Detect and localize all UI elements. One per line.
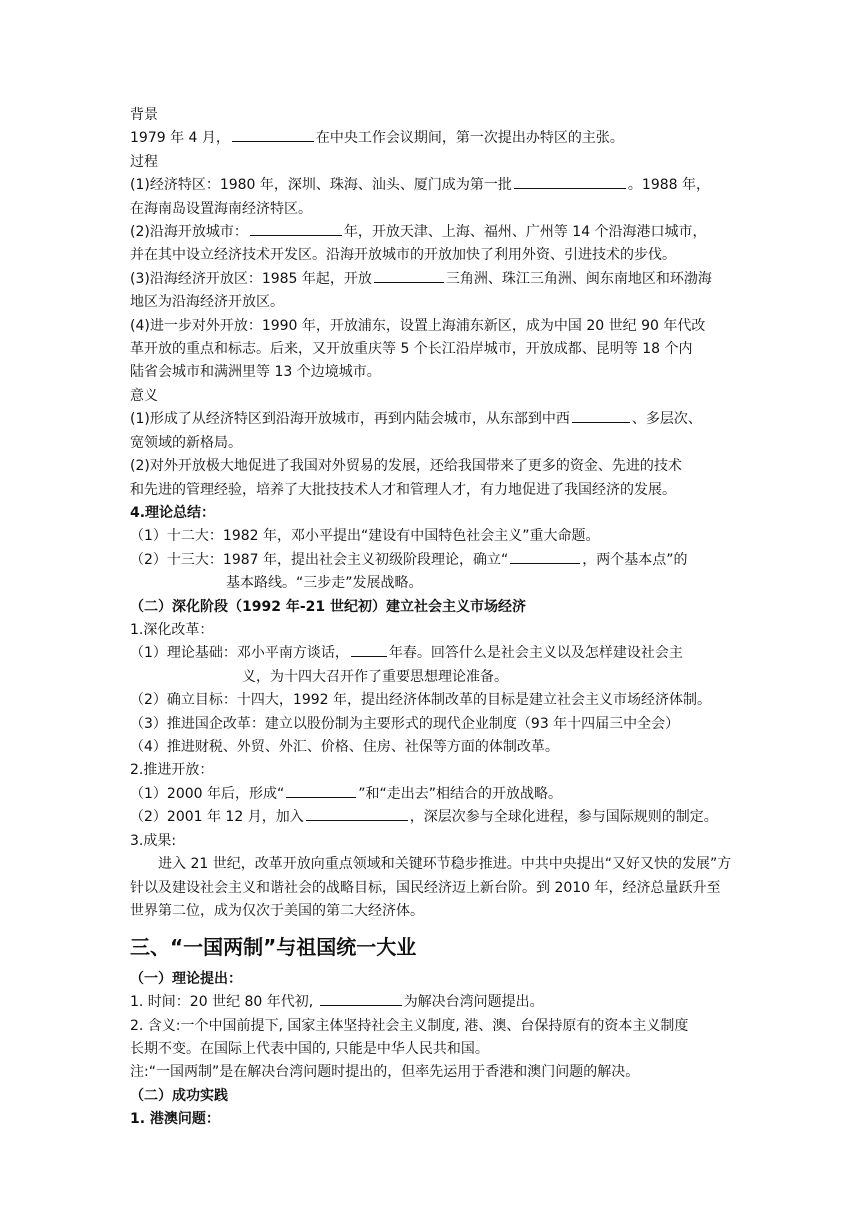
section-heading-process: 过程 [130,153,158,170]
text-line: 长期不变。在国际上代表中国的, 只能是中华人民共和国。 [130,1041,489,1057]
text-line: (4)进一步对外开放：1990 年，开放浦东，设置上海浦东新区，成为中国 20 世纪 90 年代改 [130,317,706,334]
chapter-heading: 三、“一国两制”与祖国统一大业 [130,934,417,959]
text-line: （1）2000 年后，形成“ ”和“走出去”相结合的开放战略。 [130,783,732,806]
section-heading-stage2: （二）深化阶段（1992 年-21 世纪初）建立社会主义市场经济 [130,598,527,615]
text-line: （2）十三大：1987 年，提出社会主义初级阶段理论，确立“ ，两个基本点”的 [130,549,732,572]
text-line: 陆省会城市和满洲里等 13 个边境城市。 [130,364,381,381]
fill-blank[interactable] [232,127,314,142]
results-paragraph: 进入 21 世纪，改革开放向重点领域和关键环节稳步推进。中共中央提出“又好又快的发展”方针以及建设社会主义和谐社会的战略目标，国民经济迈上新台阶。到 2010 年，经济总量跃升至世界第二位，成为仅次于美国的第二大经济体。 [130,856,732,920]
section-heading-theory: 4.理论总结： [130,504,216,521]
text-line: 基本路线。“三步走”发展战略。 [226,575,423,592]
section-heading-background: 背景 [130,107,158,123]
section-heading-significance: 意义 [130,387,158,404]
text-line: （4）推进财税、外贸、外汇、价格、住房、社保等方面的体制改革。 [130,738,559,755]
text-line: 宽领域的新格局。 [130,434,242,451]
section-heading-results: 3.成果: [130,832,177,849]
text-line: 地区为沿海经济开放区。 [130,294,284,311]
text-line: (1)经济特区：1980 年，深圳、珠海、汕头、厦门成为第一批 。1988 年， [130,174,732,197]
text-line: （1）十二大：1982 年，邓小平提出“建设有中国特色社会主义”重大命题。 [130,528,600,545]
fill-blank[interactable] [351,642,387,657]
text-line: （2）2001 年 12 月，加入 ，深层次参与全球化进程，参与国际规则的制定。 [130,806,732,829]
fill-blank[interactable] [286,783,356,798]
fill-blank[interactable] [320,991,402,1006]
fill-blank[interactable] [374,268,444,283]
text-line: 2. 含义:一个中国前提下, 国家主体坚持社会主义制度, 港、澳、台保持原有的资本主义制度 [130,1017,689,1034]
text-line: （1）理论基础：邓小平南方谈话， 年春。回答什么是社会主义以及怎样建设社会主 [130,642,732,665]
fill-blank[interactable] [510,549,580,564]
section-heading-opening: 2.推进开放： [130,762,214,779]
text-line: (2)沿海开放城市： 年，开放天津、上海、福州、广州等 14 个沿海港口城市， [130,221,732,244]
text-line: （2）确立目标：十四大，1992 年，提出经济体制改革的目标是建立社会主义市场经济体制。 [130,692,711,709]
text-line: (3)沿海经济开放区：1985 年起，开放 三角洲、珠江三角洲、闽东南地区和环渤海 [130,268,732,291]
text-line: (1)形成了从经济特区到沿海开放城市，再到内陆会城市，从东部到中西 、多层次、 [130,408,732,431]
text-line: 并在其中设立经济技术开发区。沿海开放城市的开放加快了利用外资、引进技术的步伐。 [130,247,676,264]
text-line: 和先进的管理经验，培养了大批技技术人才和管理人才，有力地促进了我国经济的发展。 [130,481,676,498]
text-line: 在海南岛设置海南经济特区。 [130,200,312,217]
text-line: （3）推进国企改革：建立以股份制为主要形式的现代企业制度（93 年十四届三中全会） [130,715,680,732]
fill-blank[interactable] [514,174,626,189]
section-heading-theory-proposal: （一）理论提出： [130,970,242,987]
fill-blank[interactable] [572,408,630,423]
section-heading-reform: 1.深化改革： [130,621,214,638]
section-heading-practice: （二）成功实践 [130,1087,228,1104]
text-line: (2)对外开放极大地促进了我国对外贸易的发展，还给我国带来了更多的资金、先进的技术 [130,458,682,475]
document-page [130,104,732,1132]
text-line: 1. 时间：20 世纪 80 年代初, 为解决台湾问题提出。 [130,991,732,1014]
fill-blank[interactable] [306,806,408,821]
text-line: 1979 年 4 月， 在中央工作会议期间，第一次提出办特区的主张。 [130,127,732,150]
note-line: 注:“一国两制”是在解决台湾问题时提出的，但率先运用于香港和澳门问题的解决。 [130,1064,640,1081]
section-heading-hk-macau: 1. 港澳问题： [130,1111,220,1128]
text-line: 义，为十四大召开作了重要思想理论准备。 [242,668,508,685]
fill-blank[interactable] [250,221,342,236]
text-line: 革开放的重点和标志。后来，又开放重庆等 5 个长江沿岸城市，开放成都、昆明等 18 个内 [130,341,693,358]
